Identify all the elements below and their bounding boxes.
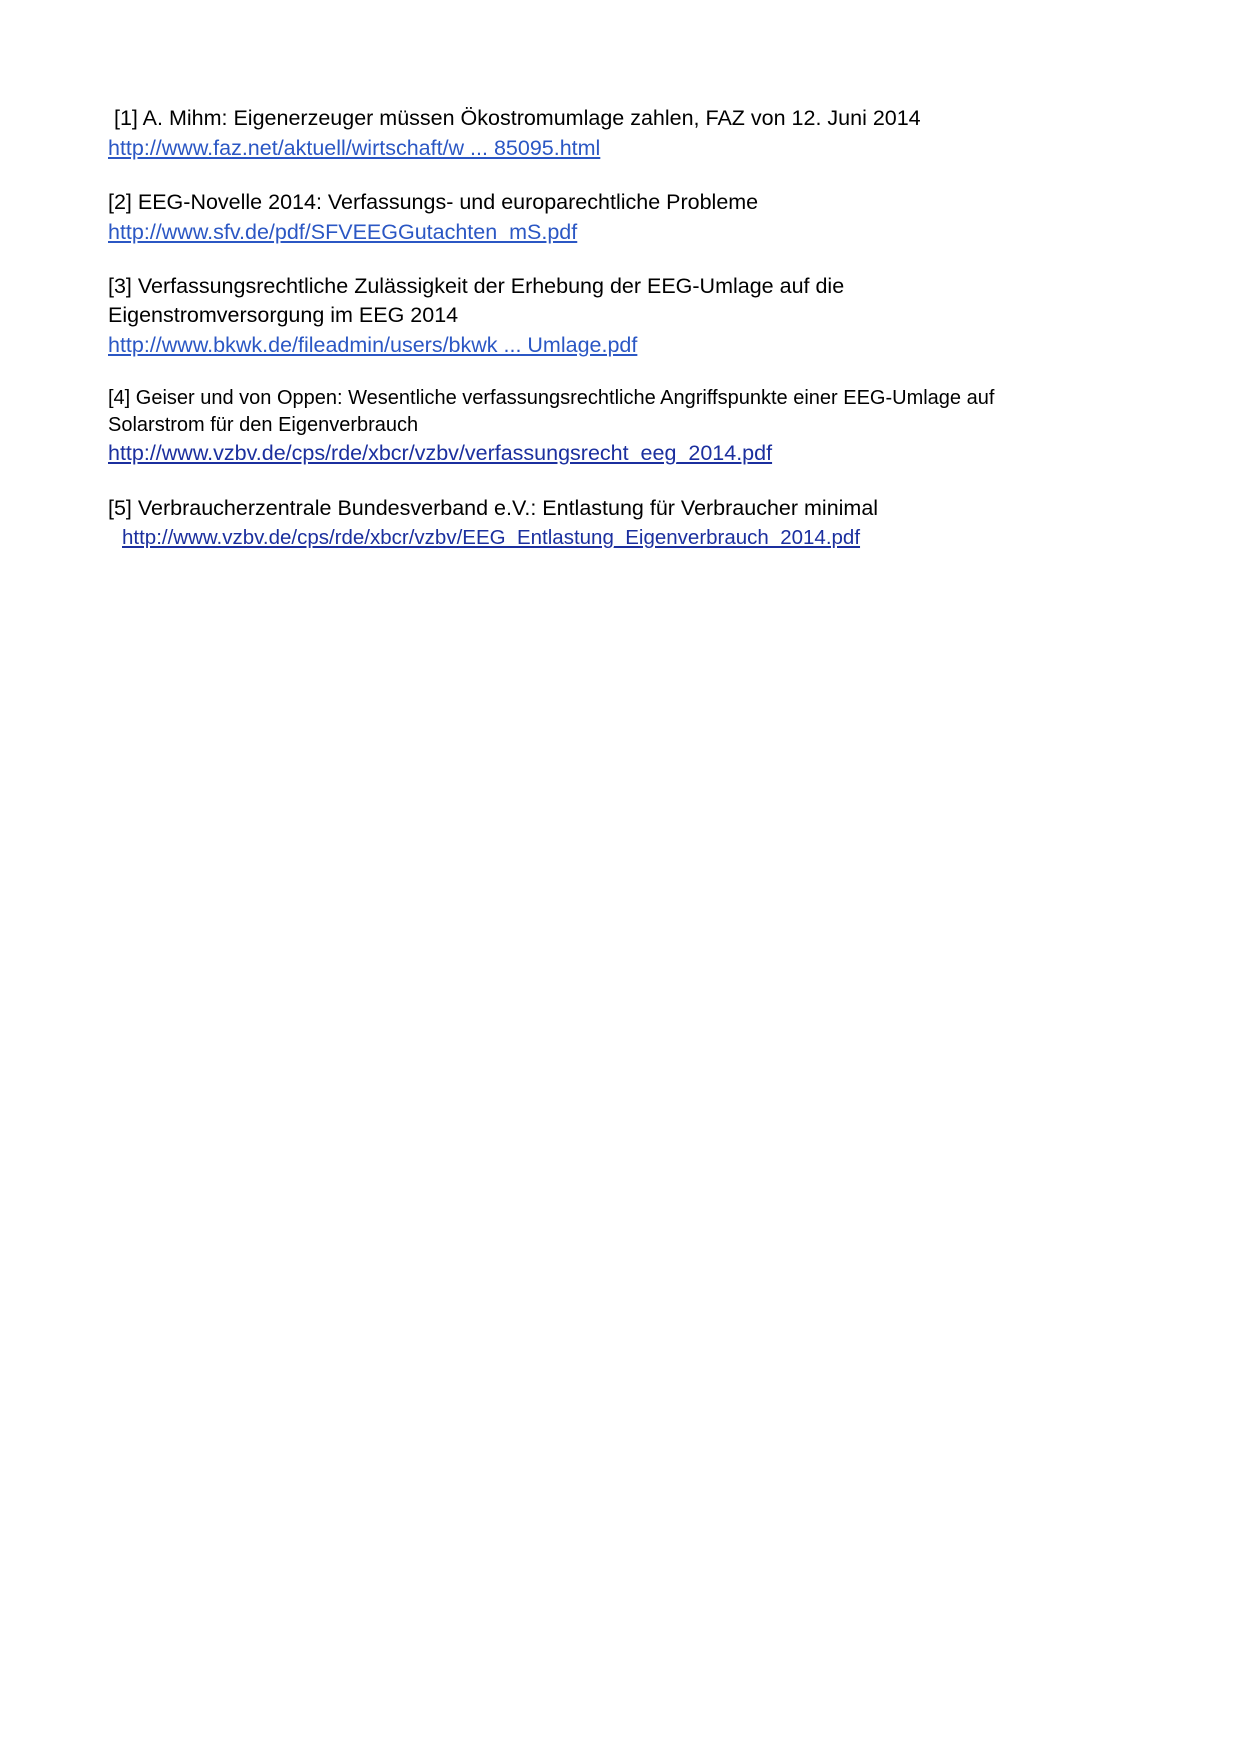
reference-title: [3] Verfassungsrechtliche Zulässigkeit der Erhebung der EEG-Umlage auf die Eigenstromversorgung im EEG 2014 [108,274,851,327]
reference-link[interactable]: http://www.bkwk.de/fileadmin/users/bkwk ... Umlage.pdf [108,332,638,357]
reference-link[interactable]: http://www.vzbv.de/cps/rde/xbcr/vzbv/verfassungsrecht_eeg_2014.pdf [108,441,773,466]
reference-link[interactable]: http://www.sfv.de/pdf/SFVEEGGutachten_mS.pdf [108,219,578,244]
reference-title: [2] EEG-Novelle 2014: Verfassungs- und europarechtliche Probleme [108,190,759,215]
reference-item-5 [108,494,1008,551]
reference-title: [4] Geiser und von Oppen: Wesentliche verfassungsrechtliche Angriffspunkte einer EEG-Umlage auf Solarstrom für den Eigenverbrauch [108,387,1000,436]
reference-item-4 [108,385,1008,468]
reference-title: [1] A. Mihm: Eigenerzeuger müssen Ökostromumlage zahlen, FAZ von 12. Juni 2014 [108,106,921,130]
reference-item-1 [108,104,1008,162]
reference-link[interactable]: http://www.faz.net/aktuell/wirtschaft/w ... 85095.html [108,135,601,160]
reference-list [108,104,1008,551]
reference-item-2 [108,188,1008,246]
reference-title: [5] Verbraucherzentrale Bundesverband e.V.: Entlastung für Verbraucher minimal [108,495,879,520]
reference-link[interactable]: http://www.vzbv.de/cps/rde/xbcr/vzbv/EEG_Entlastung_Eigenverbrauch_2014.pdf [122,525,861,549]
reference-item-3 [108,272,1008,359]
